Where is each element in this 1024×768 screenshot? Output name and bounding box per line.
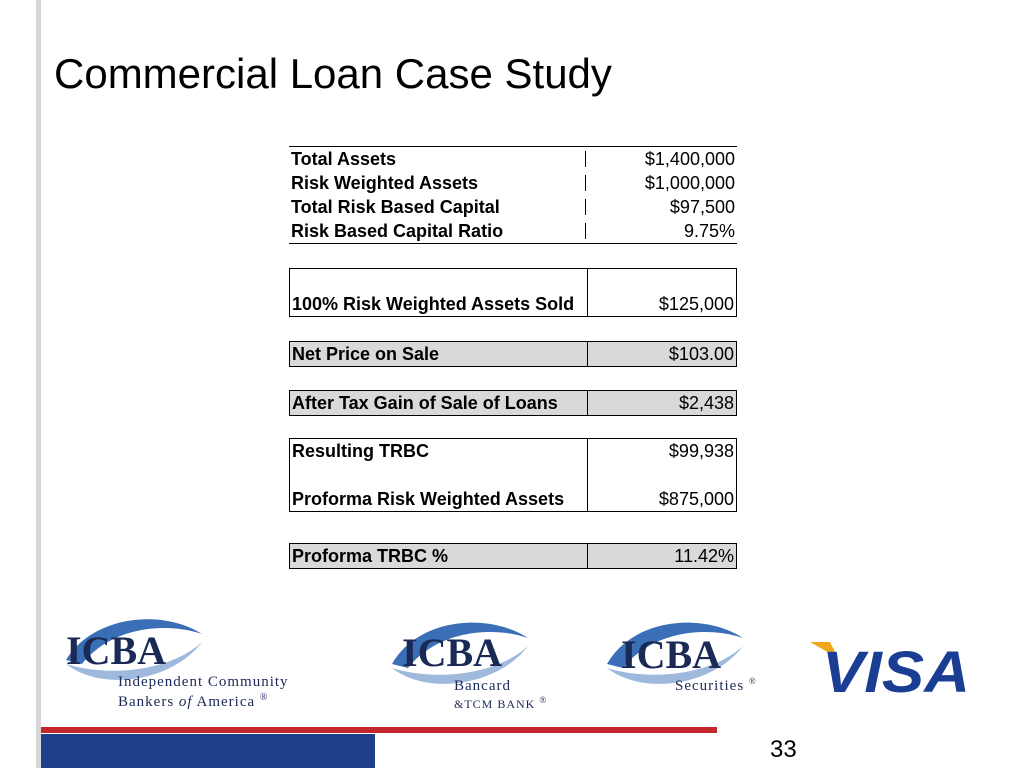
row-value: $97,500	[669, 197, 735, 217]
icba-line2	[118, 692, 269, 710]
icba-logo	[52, 612, 376, 712]
row-label: After Tax Gain of Sale of Loans	[290, 391, 588, 416]
row-value: $99,938	[668, 441, 734, 461]
bancard-line1: Bancard	[454, 678, 511, 694]
icba-line2c: America	[196, 694, 256, 710]
footer-blue-bar	[41, 734, 375, 768]
row-value: $1,000,000	[644, 173, 735, 193]
table-row	[289, 147, 737, 172]
row-label: Net Price on Sale	[290, 342, 588, 367]
page-number: 33	[770, 736, 797, 763]
icba-line1: Independent Community	[118, 674, 289, 690]
securities-line1	[675, 676, 757, 694]
footer-red-bar	[41, 727, 717, 733]
icba-securities-logo	[603, 614, 799, 714]
table-row	[290, 342, 737, 367]
securities-wordmark: ICBA	[621, 632, 722, 677]
row-label: Total Risk Based Capital	[289, 195, 586, 219]
proforma-trbc-table	[289, 543, 737, 569]
capital-summary-table	[289, 146, 737, 244]
securities-reg: ®	[748, 676, 757, 686]
after-tax-gain-table	[289, 390, 737, 416]
row-label: Proforma TRBC %	[290, 544, 588, 569]
bancard-reg: ®	[539, 695, 548, 705]
table-row	[289, 195, 737, 219]
bancard-line2-text: &TCM BANK	[454, 697, 536, 711]
icba-wordmark: ICBA	[66, 628, 167, 673]
row-value: $125,000	[658, 294, 734, 314]
table-row	[290, 544, 737, 569]
table-row	[290, 439, 737, 464]
table-row	[289, 219, 737, 244]
left-rule	[36, 0, 41, 768]
row-label: 100% Risk Weighted Assets Sold	[290, 269, 588, 317]
net-price-table	[289, 341, 737, 367]
proforma-table	[289, 438, 737, 512]
row-label: Risk Based Capital Ratio	[289, 219, 586, 244]
bancard-line2	[454, 695, 547, 711]
row-value: 11.42%	[588, 544, 737, 569]
row-value: $875,000	[658, 488, 734, 509]
table-row	[290, 391, 737, 416]
icba-line2a: Bankers	[118, 694, 175, 710]
table-row	[289, 171, 737, 195]
bancard-wordmark: ICBA	[402, 630, 503, 675]
visa-logo	[808, 636, 974, 696]
table-row	[290, 269, 737, 317]
row-value: 9.75%	[586, 219, 737, 244]
icba-line2b: of	[178, 694, 193, 710]
table-row	[290, 463, 737, 511]
row-value: $103.00	[588, 342, 737, 367]
icba-reg: ®	[259, 692, 269, 703]
row-label: Resulting TRBC	[290, 439, 588, 464]
icba-bancard-logo	[388, 614, 578, 714]
slide-title: Commercial Loan Case Study	[54, 50, 612, 97]
rwa-sold-table	[289, 268, 737, 317]
row-value: $2,438	[588, 391, 737, 416]
row-label: Total Assets	[289, 147, 586, 172]
row-label: Proforma Risk Weighted Assets	[290, 463, 588, 511]
securities-text: Securities	[675, 678, 745, 694]
visa-wordmark: VISA	[822, 640, 970, 696]
row-value: $1,400,000	[644, 149, 735, 169]
row-label: Risk Weighted Assets	[289, 171, 586, 195]
